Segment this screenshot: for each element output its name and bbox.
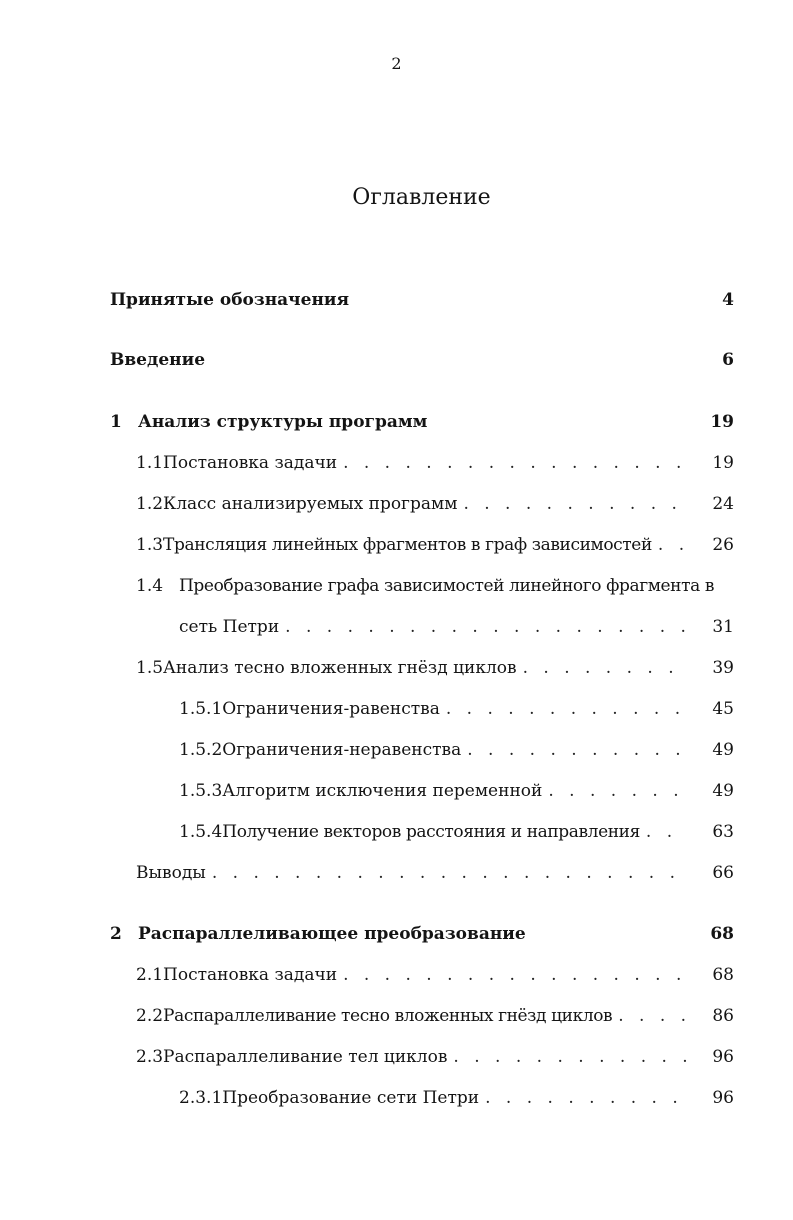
leader-dots — [548, 779, 688, 803]
leader-dots — [343, 451, 688, 475]
page-number: 2 — [391, 54, 402, 73]
toc-entry-section-2-2[interactable] — [136, 1004, 734, 1028]
entry-title: Ограничения-равенства — [222, 699, 440, 719]
entry-title: Анализ структуры программ — [138, 412, 428, 432]
entry-page: 49 — [712, 781, 734, 801]
toc-entry-section-1-3[interactable] — [136, 533, 734, 557]
toc-entry-section-1-5[interactable] — [136, 656, 734, 680]
entry-number: 1.1 — [136, 453, 164, 473]
entry-number: 1.5 — [136, 658, 164, 678]
toc-entry-conclusions-1[interactable] — [136, 861, 734, 885]
leader-dots — [343, 963, 688, 987]
toc-entry-section-1-4[interactable] — [136, 574, 734, 598]
toc-entry-section-1-1[interactable] — [136, 451, 734, 475]
entry-title-line-1: Преобразование графа зависимостей линейного фрагмента в — [179, 576, 715, 596]
leader-dots — [446, 697, 688, 721]
entry-title: Получение векторов расстояния и направления — [222, 822, 640, 842]
entry-number: 1.5.1 — [179, 699, 223, 719]
entry-page: 6 — [722, 350, 734, 370]
entry-page: 19 — [712, 453, 734, 473]
leader-dots — [618, 1004, 688, 1028]
entry-number: 2.1 — [136, 965, 164, 985]
leader-dots — [523, 656, 688, 680]
entry-number: 2.3 — [136, 1047, 164, 1067]
toc-entry-section-1-4-continued[interactable] — [179, 615, 734, 639]
leader-dots — [467, 738, 688, 762]
entry-page: 19 — [710, 412, 734, 432]
toc-entry-subsection-1-5-2[interactable] — [179, 738, 734, 762]
entry-title: Постановка задачи — [163, 453, 338, 473]
entry-number: 2 — [110, 924, 122, 944]
entry-number: 1.2 — [136, 494, 164, 514]
entry-page: 24 — [712, 494, 734, 514]
toc-entry-section-2-1[interactable] — [136, 963, 734, 987]
toc-entry-subsection-1-5-3[interactable] — [179, 779, 734, 803]
leader-dots — [453, 1045, 688, 1069]
entry-title-line-2: сеть Петри — [179, 617, 280, 637]
entry-title: Преобразование сети Петри — [222, 1088, 480, 1108]
toc-entry-subsection-2-3-1[interactable] — [179, 1086, 734, 1110]
entry-title: Трансляция линейных фрагментов в граф зависимостей — [163, 535, 652, 555]
entry-page: 45 — [712, 699, 734, 719]
entry-page: 68 — [712, 965, 734, 985]
entry-page: 49 — [712, 740, 734, 760]
entry-title: Постановка задачи — [163, 965, 338, 985]
entry-number: 1 — [110, 412, 122, 432]
entry-page: 31 — [712, 617, 734, 637]
toc-entry-section-1-2[interactable] — [136, 492, 734, 516]
leader-dots — [646, 820, 688, 844]
entry-title: Выводы — [136, 863, 206, 883]
entry-page: 68 — [710, 924, 734, 944]
toc-entry-section-2-3[interactable] — [136, 1045, 734, 1069]
entry-page: 4 — [722, 290, 734, 310]
toc-title: Оглавление — [352, 184, 491, 210]
entry-page: 96 — [712, 1088, 734, 1108]
entry-number: 1.5.3 — [179, 781, 223, 801]
toc-entry-subsection-1-5-4[interactable] — [179, 820, 734, 844]
entry-title: Алгоритм исключения переменной — [222, 781, 543, 801]
entry-page: 86 — [712, 1006, 734, 1026]
entry-page: 26 — [712, 535, 734, 555]
toc-entry-chapter-2[interactable] — [110, 922, 734, 946]
entry-number: 1.5.2 — [179, 740, 223, 760]
toc-entry-subsection-1-5-1[interactable] — [179, 697, 734, 721]
entry-title: Распараллеливающее преобразование — [138, 924, 526, 944]
entry-title: Класс анализируемых программ — [163, 494, 458, 514]
entry-title: Распараллеливание тел циклов — [163, 1047, 448, 1067]
entry-number: 1.3 — [136, 535, 164, 555]
entry-page: 39 — [712, 658, 734, 678]
entry-number: 2.2 — [136, 1006, 164, 1026]
entry-page: 63 — [712, 822, 734, 842]
entry-title: Принятые обозначения — [110, 290, 350, 310]
entry-page: 66 — [712, 863, 734, 883]
entry-number: 1.4 — [136, 576, 164, 596]
leader-dots — [285, 615, 688, 639]
entry-number: 2.3.1 — [179, 1088, 223, 1108]
entry-title: Анализ тесно вложенных гнёзд циклов — [163, 658, 517, 678]
leader-dots — [485, 1086, 688, 1110]
entry-title: Распараллеливание тесно вложенных гнёзд циклов — [163, 1006, 613, 1026]
toc-entry-notation[interactable] — [110, 288, 734, 312]
leader-dots — [212, 861, 688, 885]
entry-page: 96 — [712, 1047, 734, 1067]
entry-number: 1.5.4 — [179, 822, 223, 842]
toc-entry-chapter-1[interactable] — [110, 410, 734, 434]
entry-title: Введение — [110, 350, 206, 370]
toc-entry-introduction[interactable] — [110, 348, 734, 372]
leader-dots — [658, 533, 688, 557]
entry-title: Ограничения-неравенства — [222, 740, 462, 760]
leader-dots — [463, 492, 688, 516]
